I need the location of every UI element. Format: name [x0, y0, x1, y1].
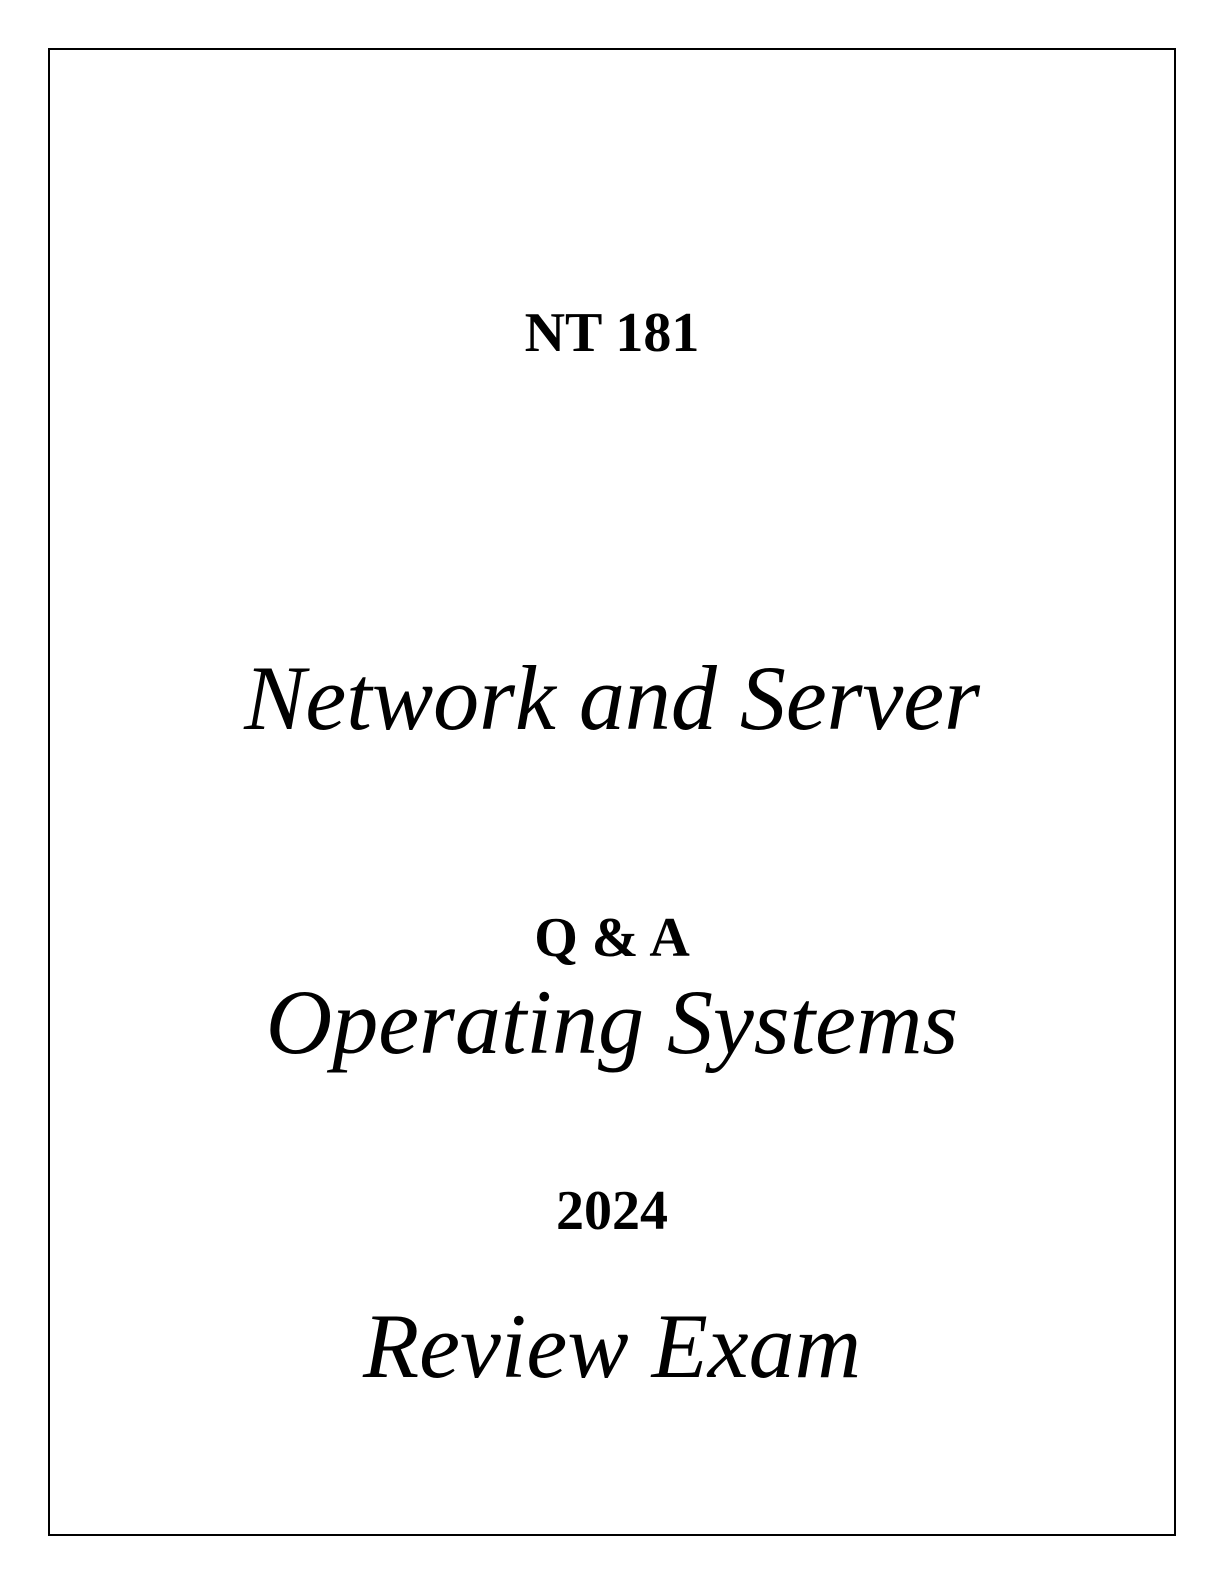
- document-title: [0, 428, 1224, 1584]
- course-code: NT 181: [524, 302, 700, 364]
- title-line-2: Operating Systems: [265, 971, 959, 1073]
- title-line-3: Review Exam: [362, 1295, 862, 1397]
- year-label: 2024: [556, 1180, 668, 1242]
- title-line-1: Network and Server: [244, 647, 980, 749]
- subtitle-q-and-a: Q & A: [534, 907, 690, 969]
